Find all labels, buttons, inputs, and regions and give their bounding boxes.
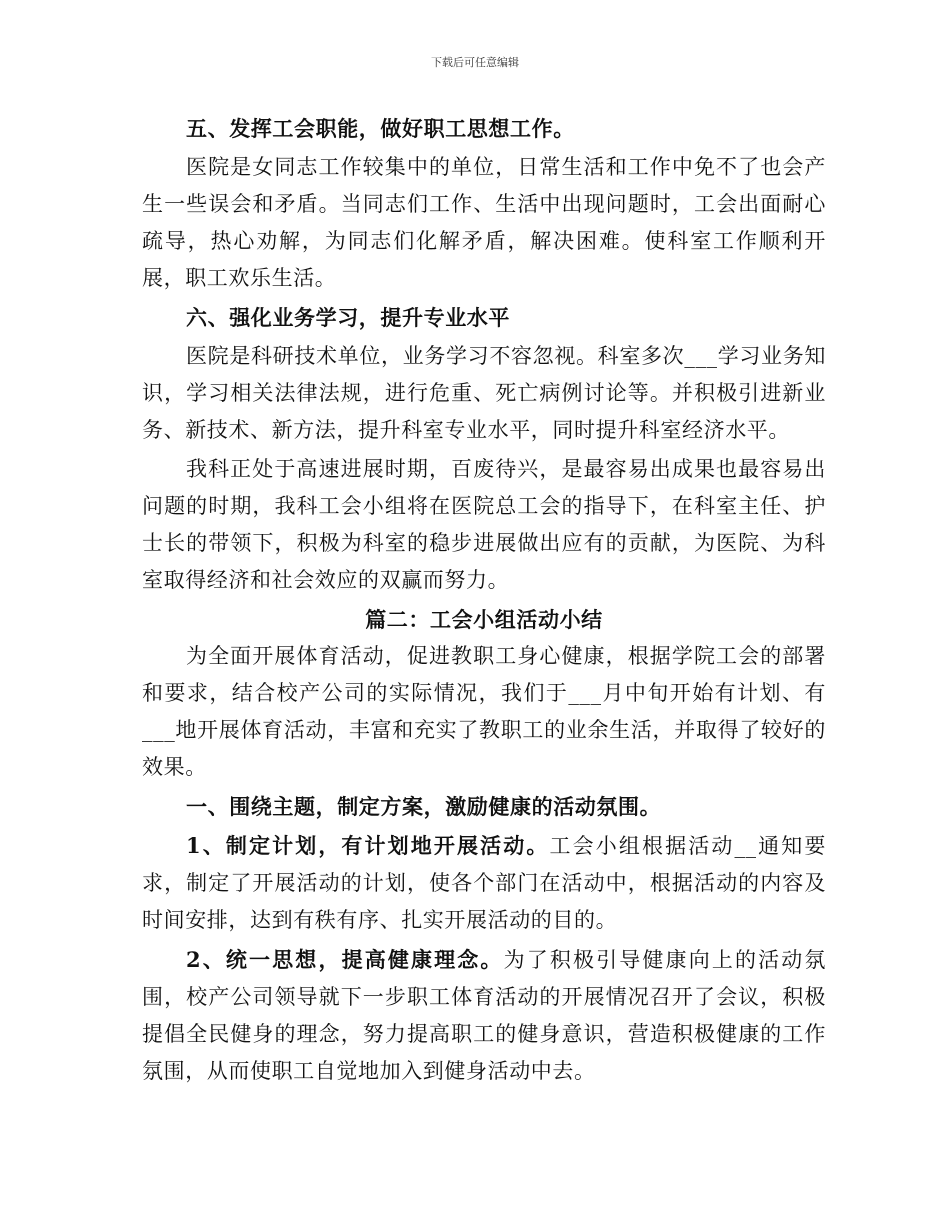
paragraph: 医院是科研技术单位，业务学习不容忽视。科室多次___学习业务知识，学习相关法律法规，进行危重、死亡病例讨论等。并积极引进新业务、新技术、新方法，提升科室专业水平，同时提升科室经济水平。 [142, 344, 826, 442]
paragraph-item-2 [142, 941, 826, 1090]
paragraph: 医院是女同志工作较集中的单位，日常生活和工作中免不了也会产生一些误会和矛盾。当同志们工作、生活中出现问题时，工会出面耐心疏导，热心劝解，为同志们化解矛盾，解决困难。使科室工作顺利开展，职工欢乐生活。 [142, 155, 826, 290]
section-title: 篇二：工会小组活动小结 [365, 607, 603, 632]
paragraph-item-1 [142, 827, 826, 939]
heading-part-1: 一、围绕主题，制定方案，激励健康的活动氛围。 [186, 794, 662, 819]
item-1-lead: 1、制定计划，有计划地开展活动。 [186, 833, 550, 858]
document-body [142, 110, 826, 1092]
paragraph: 为全面开展体育活动，促进教职工身心健康，根据学院工会的部署和要求，结合校产公司的实际情况，我们于___月中旬开始有计划、有___地开展体育活动，丰富和充实了教职工的业余生活，并取得了较好的效果。 [142, 644, 826, 779]
header-note: 下载后可任意编辑 [431, 56, 519, 69]
item-1-text: 工会小组根据活动__通知要求，制定了开展活动的计划，使各个部门在活动中，根据活动的内容及时间安排，达到有秩有序、扎实开展活动的目的。 [142, 834, 826, 932]
item-2-text: 为了积极引导健康向上的活动氛围，校产公司领导就下一步职工体育活动的开展情况召开了会议，积极提倡全民健身的理念，努力提高职工的健身意识，营造积极健康的工作氛围，从而使职工自觉地加入到健身活动中去。 [142, 948, 826, 1083]
heading-section-5: 五、发挥工会职能，做好职工思想工作。 [186, 116, 575, 141]
heading-section-6: 六、强化业务学习，提升专业水平 [186, 305, 510, 330]
item-2-lead: 2、统一思想，提高健康理念。 [186, 947, 504, 972]
paragraph: 我科正处于高速进展时期，百废待兴，是最容易出成果也最容易出问题的时期，我科工会小组将在医院总工会的指导下，在科室主任、护士长的带领下，积极为科室的稳步进展做出应有的贡献，为医院、为科室取得经济和社会效应的双赢而努力。 [142, 457, 826, 592]
